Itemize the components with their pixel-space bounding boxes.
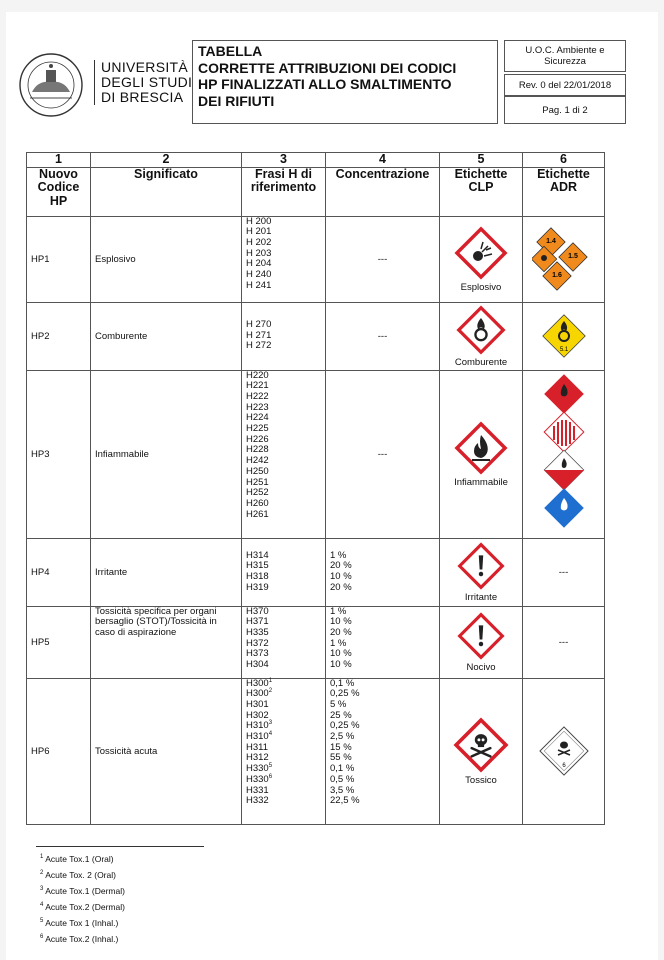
university-line-2: DEGLI STUDI — [101, 74, 193, 90]
concentration: 20 % — [330, 560, 352, 572]
h-phrase: H220 — [246, 369, 269, 381]
footnote-ref: 1 — [268, 677, 273, 684]
h-phrase-code: H310 — [246, 731, 269, 743]
concentration: 5 % — [330, 698, 347, 710]
h-phrase-code: H330 — [246, 763, 269, 775]
h-phrases-list — [242, 606, 326, 678]
h-phrases-list — [242, 370, 326, 538]
adr-label-cell — [523, 370, 605, 538]
hp-meaning: Tossicità acuta — [91, 678, 242, 824]
page-number: Pag. 1 di 2 — [504, 96, 626, 124]
hp-meaning: Comburente — [91, 302, 242, 370]
concentration: 1 % — [330, 605, 347, 617]
h-phrase: H 270 — [246, 318, 272, 330]
h-phrase: H224 — [246, 412, 269, 424]
h-phrase: H331 — [246, 784, 269, 796]
adr-1.4-text: 1.4 — [545, 238, 556, 245]
adr-6-text: 6 — [561, 763, 566, 769]
footnote — [40, 854, 114, 864]
h-phrase: H304 — [246, 659, 269, 671]
h-phrase: H302 — [246, 709, 269, 721]
footnote — [40, 934, 118, 944]
column-header-concentration: Concentrazione — [326, 167, 440, 216]
concentration: 0,1 % — [330, 677, 355, 689]
concentration: 3,5 % — [330, 784, 355, 796]
concentration: 1 % — [330, 549, 347, 561]
title-line-2: CORRETTE ATTRIBUZIONI DEI CODICI — [198, 59, 457, 76]
h-phrase: H312 — [246, 752, 269, 764]
concentration: 0,5 % — [330, 773, 355, 785]
h-phrases-list — [242, 302, 326, 370]
adr-label-none: --- — [523, 538, 605, 606]
h-phrases-list — [242, 538, 326, 606]
concentration: 0,1 % — [330, 763, 355, 775]
column-number: 1 — [27, 153, 91, 168]
h-phrase: H242 — [246, 455, 269, 467]
h-phrase: H228 — [246, 444, 269, 456]
revision-info: Rev. 0 del 22/01/2018 — [504, 74, 626, 96]
adr-label-none: --- — [523, 606, 605, 678]
university-line-1: UNIVERSITÀ — [101, 59, 189, 75]
h-phrase: H250 — [246, 465, 269, 477]
h-phrase: H221 — [246, 380, 269, 392]
concentration: 0,25 % — [330, 688, 360, 700]
concentration: 10 % — [330, 571, 352, 582]
table-row-hp4 — [27, 538, 605, 606]
h-phrase-code: H310 — [246, 720, 269, 732]
h-phrase: H252 — [246, 487, 269, 499]
footnote-text: Acute Tox 1 (Inhal.) — [45, 918, 119, 928]
h-phrase: H 204 — [246, 258, 272, 270]
clp-label: Irritante — [464, 591, 498, 603]
concentration-list — [326, 538, 440, 606]
h-phrase: H223 — [246, 401, 269, 413]
h-phrase: H 241 — [246, 279, 272, 291]
concentration: 10 % — [330, 659, 352, 671]
flame-over-circle-icon — [456, 305, 506, 355]
concentration-list — [326, 606, 440, 678]
clp-label-cell — [440, 370, 523, 538]
concentration: 10 % — [330, 648, 352, 660]
adr-explosive-labels-icon — [532, 226, 596, 292]
footnote-text: Acute Tox. 2 (Oral) — [45, 870, 116, 880]
concentration: 22,5 % — [330, 795, 360, 807]
exploding-bomb-icon — [454, 226, 508, 280]
h-phrase-code: H300 — [246, 677, 269, 689]
h-phrase: H 202 — [246, 236, 272, 248]
concentration: 2,5 % — [330, 731, 355, 743]
skull-crossbones-icon — [453, 717, 509, 773]
footnote-number: 2 — [40, 870, 44, 877]
column-header-row — [27, 167, 605, 216]
adr-1.6-text: 1.6 — [551, 272, 562, 279]
h-phrase: H372 — [246, 637, 269, 649]
footnote-ref: 2 — [268, 688, 273, 695]
column-number: 2 — [91, 153, 242, 168]
column-header-meaning: Significato — [91, 167, 242, 216]
adr-oxidizer-5.1-icon — [539, 311, 589, 361]
h-phrases-list — [242, 216, 326, 302]
footnote-ref: 6 — [268, 773, 273, 780]
document-page — [6, 12, 658, 960]
h-phrase: H 200 — [246, 215, 272, 227]
concentration: 55 % — [330, 752, 352, 764]
column-number: 6 — [523, 153, 605, 168]
footnote-number: 5 — [40, 918, 44, 925]
hp-code: HP1 — [27, 216, 91, 302]
h-phrase: H222 — [246, 390, 269, 402]
h-phrase: H251 — [246, 476, 269, 488]
concentration: 0,25 % — [330, 720, 360, 732]
h-phrase: H260 — [246, 497, 269, 509]
column-header-phrases: Frasi H di riferimento — [242, 167, 326, 216]
footnote-text: Acute Tox.1 (Oral) — [45, 854, 114, 864]
h-phrase: H371 — [246, 616, 269, 628]
clp-label-cell — [440, 606, 523, 678]
hp-code: HP3 — [27, 370, 91, 538]
clp-label: Comburente — [454, 356, 508, 368]
footnote-ref: 3 — [268, 720, 273, 727]
concentration: 20 % — [330, 626, 352, 638]
h-phrase: H261 — [246, 508, 269, 520]
footnote-number: 4 — [40, 902, 44, 909]
h-phrase: H311 — [246, 741, 269, 753]
exclamation-mark-icon — [456, 542, 506, 590]
h-phrase: H 240 — [246, 269, 272, 281]
university-line-3: DI BRESCIA — [101, 89, 184, 105]
concentration: 25 % — [330, 709, 352, 721]
hp-code: HP4 — [27, 538, 91, 606]
h-phrase: H319 — [246, 581, 269, 593]
column-number: 4 — [326, 153, 440, 168]
flame-icon — [454, 421, 508, 475]
table-row-hp3 — [27, 370, 605, 538]
footnote-ref: 5 — [268, 762, 273, 769]
footnote-ref: 4 — [268, 730, 273, 737]
column-header-code: Nuovo Codice HP — [27, 167, 91, 216]
hp-code: HP5 — [27, 606, 91, 678]
footnote-number: 6 — [40, 934, 44, 941]
office-name: U.O.C. Ambiente e Sicurezza — [504, 40, 626, 72]
university-name — [94, 60, 192, 105]
footnote-number: 1 — [40, 854, 44, 861]
h-phrase: H373 — [246, 648, 269, 660]
concentration: --- — [326, 370, 440, 538]
exclamation-mark-icon — [456, 612, 506, 660]
title-line-3: HP FINALIZZATI ALLO SMALTIMENTO — [198, 76, 452, 92]
title-line-1: TABELLA — [198, 43, 263, 59]
hp-code: HP2 — [27, 302, 91, 370]
clp-label-cell — [440, 678, 523, 824]
h-phrase: H318 — [246, 571, 269, 582]
h-phrase-code: H300 — [246, 688, 269, 700]
h-phrase: H 271 — [246, 329, 272, 341]
clp-label-cell — [440, 216, 523, 302]
h-phrase: H 201 — [246, 226, 272, 238]
concentration: --- — [326, 216, 440, 302]
table-row-hp2 — [27, 302, 605, 370]
clp-label: Nocivo — [466, 661, 496, 673]
column-number-row — [27, 153, 605, 168]
concentration: --- — [326, 302, 440, 370]
column-header-clp: Etichette CLP — [440, 167, 523, 216]
adr-label-cell — [523, 216, 605, 302]
footnote-text: Acute Tox.2 (Inhal.) — [45, 934, 119, 944]
hp-meaning: Infiammabile — [91, 370, 242, 538]
adr-toxic-6-icon — [536, 723, 592, 779]
adr-flammable-labels-icon — [542, 374, 586, 534]
footnote-separator — [36, 846, 204, 847]
h-phrase: H315 — [246, 560, 269, 572]
h-phrase: H301 — [246, 698, 269, 710]
column-number: 5 — [440, 153, 523, 168]
h-phrase: H 272 — [246, 340, 272, 352]
adr-1.5-text: 1.5 — [567, 253, 578, 260]
footnote — [40, 870, 116, 880]
hp-codes-table — [26, 152, 605, 825]
footnote — [40, 886, 125, 896]
h-phrase: H226 — [246, 433, 269, 445]
adr-label-cell — [523, 302, 605, 370]
column-header-adr: Etichette ADR — [523, 167, 605, 216]
table-row-hp1 — [27, 216, 605, 302]
hp-meaning: Irritante — [91, 538, 242, 606]
hp-code: HP6 — [27, 678, 91, 824]
document-title — [192, 40, 498, 124]
h-phrase: H314 — [246, 549, 269, 561]
concentration: 1 % — [330, 637, 347, 649]
clp-label-cell — [440, 538, 523, 606]
hp-meaning: Esplosivo — [91, 216, 242, 302]
concentration-list — [326, 678, 440, 824]
title-line-4: DEI RIFIUTI — [198, 92, 275, 109]
adr-label-cell — [523, 678, 605, 824]
hp-meaning: Tossicità specifica per organi bersaglio (STOT)/Tossicità in caso di aspirazione — [91, 606, 242, 678]
h-phrase — [246, 775, 321, 786]
clp-label: Tossico — [465, 774, 497, 786]
table-row-hp5 — [27, 606, 605, 678]
university-seal-logo — [18, 52, 84, 118]
footnote-text: Acute Tox.1 (Dermal) — [45, 886, 125, 896]
footnote-text: Acute Tox.2 (Dermal) — [45, 902, 125, 912]
footnote — [40, 902, 125, 912]
clp-label-cell — [440, 302, 523, 370]
concentration: 15 % — [330, 741, 352, 753]
concentration: 10 % — [330, 616, 352, 628]
h-phrase: H332 — [246, 795, 269, 807]
h-phrase: H225 — [246, 423, 269, 435]
h-phrase: H370 — [246, 605, 269, 617]
concentration: 20 % — [330, 581, 352, 593]
adr-5.1-text: 5.1 — [559, 347, 568, 353]
h-phrases-list — [242, 678, 326, 824]
clp-label: Esplosivo — [460, 281, 502, 293]
clp-label: Infiammabile — [454, 476, 508, 488]
h-phrase: H335 — [246, 626, 269, 638]
footnote-number: 3 — [40, 886, 44, 893]
h-phrase: H 203 — [246, 247, 272, 259]
table-row-hp6 — [27, 678, 605, 824]
footnote — [40, 918, 118, 928]
column-number: 3 — [242, 153, 326, 168]
h-phrase-code: H330 — [246, 773, 269, 785]
